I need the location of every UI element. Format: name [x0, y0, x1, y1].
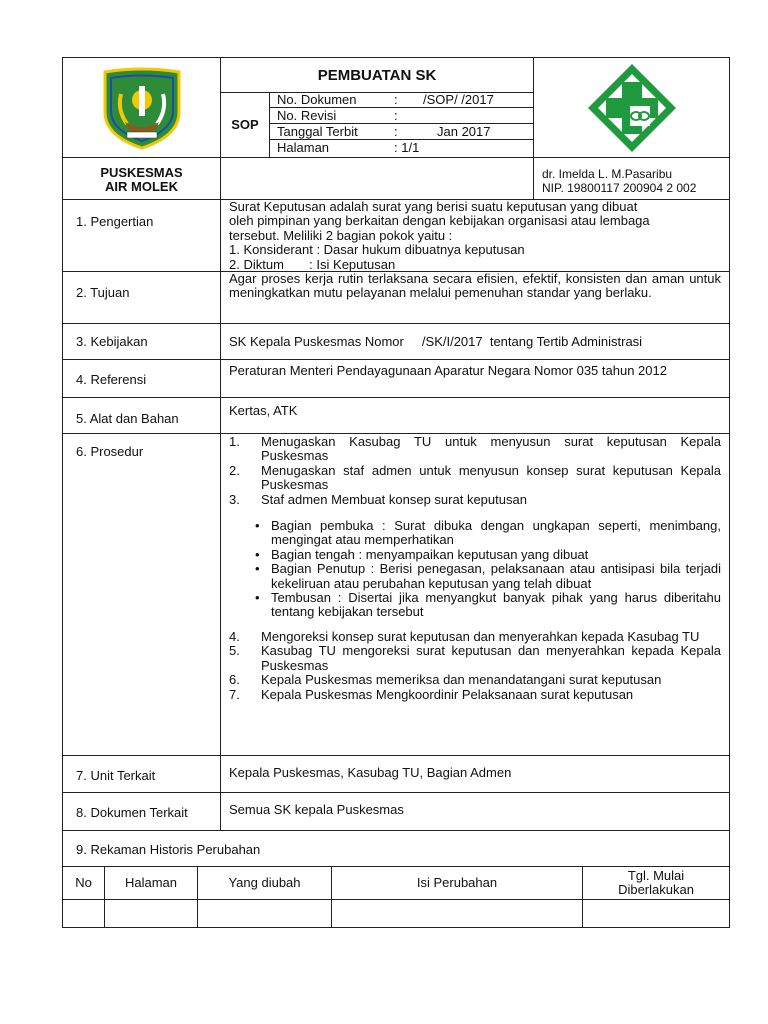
prosedur-step [229, 464, 721, 493]
meta-key: No. Dokumen [277, 92, 357, 107]
history-cell [583, 899, 730, 927]
history-col-tgl-line-2: Diberlakukan [618, 881, 694, 897]
history-col-tgl-line-1: Tgl. Mulai [627, 867, 685, 883]
signer-name: dr. Imelda L. M.Pasaribu [542, 167, 673, 181]
konsep-bullets [251, 519, 721, 620]
prosedur-step [229, 630, 721, 644]
organization-row [62, 158, 730, 200]
meta-sep: : [394, 124, 398, 139]
section-dokumen-terkait [62, 793, 730, 831]
meta-key: Halaman [277, 140, 330, 155]
section-label-cell [63, 793, 221, 830]
section-alat-bahan [62, 398, 730, 434]
history-col-no: No [63, 867, 105, 899]
puskesmas-logo [584, 60, 680, 156]
step-number: 1. [229, 434, 240, 449]
history-col-yang-diubah: Yang diubah [198, 867, 332, 899]
sop-meta-block [221, 92, 533, 157]
section-label-cell [63, 360, 221, 397]
step-text: Mengoreksi konsep surat keputusan dan menyerahkan kepada Kasubag TU [261, 628, 700, 644]
section-label: 3. Kebijakan [76, 334, 148, 349]
history-header-row [63, 867, 730, 899]
section-body: Semua SK kepala Puskesmas [229, 802, 404, 817]
prosedur-steps [229, 630, 721, 702]
step-text: Staf admen Membuat konsep surat keputusan [261, 491, 527, 507]
puskesmas-logo-cell [533, 58, 729, 157]
step-text: Kepala Puskesmas Mengkoordinir Pelaksanaan surat keputusan [261, 686, 634, 702]
signer-block [533, 158, 729, 199]
prosedur-step [229, 435, 721, 464]
meta-key: No. Revisi [277, 108, 337, 123]
document-header [62, 57, 730, 158]
section-label: 4. Referensi [76, 372, 147, 387]
section-pengertian [62, 200, 730, 272]
section-label: 7. Unit Terkait [76, 768, 156, 783]
sop-label: SOP [221, 92, 270, 157]
section-label: 2. Tujuan [76, 285, 130, 300]
pengertian-line: tersebut. Meliliki 2 bagian pokok yaitu : [229, 227, 453, 243]
org-name-line-1: PUSKESMAS [100, 165, 183, 180]
prosedur-step [229, 688, 721, 702]
step-number: 6. [229, 672, 240, 688]
prosedur-step [229, 493, 721, 507]
section-label: 6. Prosedur [76, 444, 144, 459]
section-body [221, 434, 729, 702]
organization-name [63, 158, 221, 199]
section-label-cell [63, 324, 221, 359]
section-label: 8. Dokumen Terkait [76, 805, 188, 820]
section-label: 5. Alat dan Bahan [76, 411, 179, 426]
section-body: Agar proses kerja rutin terlaksana secara efisien, efektif, konsisten dan aman untuk meningkatkan mutu pelayanan melalui pemenuhan standar yang berlaku. [229, 271, 721, 301]
step-text: Kepala Puskesmas memeriksa dan menandatangani surat keputusan [261, 672, 662, 688]
meta-row-halaman [269, 140, 533, 155]
history-title-row [62, 831, 730, 867]
history-col-tgl-mulai [583, 867, 730, 899]
step-number: 7. [229, 686, 240, 702]
riau-crest-logo [97, 66, 187, 150]
section-body: Kepala Puskesmas, Kasubag TU, Bagian Admen [229, 765, 512, 780]
section-label-cell [63, 756, 221, 792]
step-text: Menugaskan Kasubag TU untuk menyusun surat keputusan Kepala Puskesmas [261, 434, 721, 464]
pengertian-line: 1. Konsiderant : Dasar hukum dibuatnya keputusan [229, 242, 525, 258]
section-label-cell [63, 200, 221, 271]
document-title: PEMBUATAN SK [221, 58, 533, 93]
meta-row-no-dokumen [269, 92, 533, 108]
section-body [221, 200, 729, 272]
prosedur-steps [229, 435, 721, 507]
step-text: Menugaskan staf admen untuk menyusun konsep surat keputusan Kepala Puskesmas [261, 462, 721, 493]
pengertian-line: Surat Keputusan adalah surat yang berisi suatu keputusan yang dibuat [229, 199, 638, 214]
history-table [62, 867, 730, 928]
section-prosedur [62, 434, 730, 756]
history-cell [105, 899, 198, 927]
section-label-cell [63, 434, 221, 755]
meta-row-tanggal-terbit [269, 124, 533, 140]
step-number: 4. [229, 628, 240, 644]
history-cell [198, 899, 332, 927]
sop-document [62, 57, 730, 928]
meta-row-no-revisi [269, 108, 533, 124]
history-cell [63, 899, 105, 927]
section-unit-terkait [62, 756, 730, 793]
meta-sep: : 1/1 [394, 140, 420, 155]
history-empty-row [63, 899, 730, 927]
step-number: 5. [229, 643, 240, 659]
step-text: Kasubag TU mengoreksi surat keputusan dan menyerahkan kepada Kepala Puskesmas [261, 643, 721, 673]
section-label-cell [63, 398, 221, 433]
meta-value: Jan 2017 [437, 124, 491, 139]
meta-sep: : [394, 92, 398, 107]
prosedur-step [229, 644, 721, 673]
bullet-item: • Bagian pembuka : Surat dibuka dengan ungkapan seperti, menimbang, mengingat atau memperhatikan [251, 519, 721, 548]
pengertian-line: 2. Diktum : Isi Keputusan [229, 256, 396, 272]
header-center [221, 58, 533, 157]
meta-sep: : [394, 108, 398, 123]
signer-nip: NIP. 19800117 200904 2 002 [542, 181, 697, 195]
bullet-item: • Tembusan : Disertai jika menyangkut banyak pihak yang harus diberitahu tentang kebijakan tersebut [251, 591, 721, 620]
section-body: Kertas, ATK [229, 403, 298, 418]
section-kebijakan [62, 324, 730, 360]
history-title: 9. Rekaman Historis Perubahan [76, 842, 261, 857]
history-cell [332, 899, 583, 927]
step-number: 3. [229, 491, 240, 507]
org-name-line-2: AIR MOLEK [105, 179, 178, 194]
section-tujuan [62, 272, 730, 324]
step-number: 2. [229, 462, 240, 478]
meta-value: /SOP/ /2017 [423, 92, 494, 107]
bullet-item: • Bagian Penutup : Berisi penegasan, pelaksanaan atau antisipasi bila terjadi kekeliruan atau perubahan keputusan yang telah dibuat [251, 562, 721, 591]
meta-key: Tanggal Terbit [277, 124, 358, 139]
pengertian-line: oleh pimpinan yang berkaitan dengan kebijakan organisasi atau lembaga [229, 213, 650, 229]
bullet-item: • Bagian tengah : menyampaikan keputusan yang dibuat [251, 548, 721, 562]
regional-crest-cell [63, 58, 221, 157]
history-col-halaman: Halaman [105, 867, 198, 899]
prosedur-step [229, 673, 721, 687]
section-body: Peraturan Menteri Pendayagunaan Aparatur Negara Nomor 035 tahun 2012 [229, 363, 667, 378]
section-referensi [62, 360, 730, 398]
section-label-cell [63, 272, 221, 323]
document-meta [269, 92, 533, 157]
section-body: SK Kepala Puskesmas Nomor /SK/I/2017 tentang Tertib Administrasi [229, 334, 643, 349]
history-col-isi-perubahan: Isi Perubahan [332, 867, 583, 899]
section-label: 1. Pengertian [76, 214, 154, 229]
